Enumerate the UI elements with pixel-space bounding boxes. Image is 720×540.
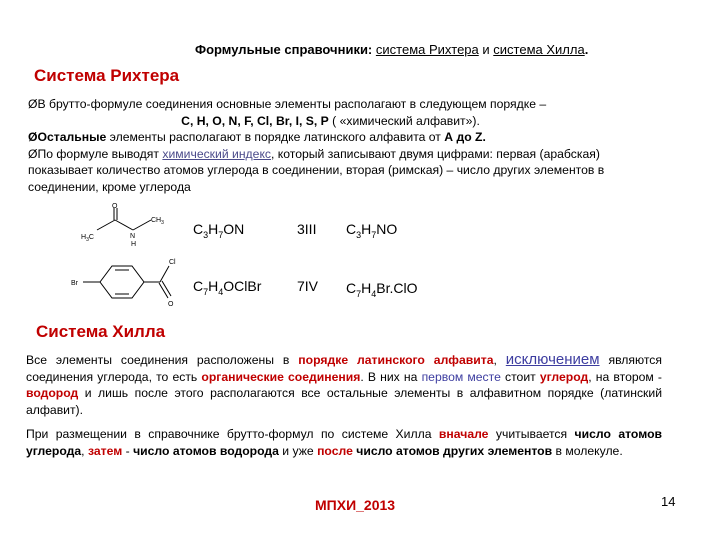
header-link-richter[interactable]: система Рихтера xyxy=(375,42,479,57)
atom-cl: Cl xyxy=(169,259,176,266)
row1-formula-sorted: $C_3H_7NO$ xyxy=(346,221,398,240)
richter-p2-bold: Остальные xyxy=(37,130,107,144)
atom-n: N xyxy=(130,233,136,240)
hill-p2-h: число атомов водорода xyxy=(133,443,279,458)
hill-p1-k: , на втором - xyxy=(588,369,662,384)
hill-p1-h: первом месте xyxy=(421,369,501,384)
header-link-hill[interactable]: система Хилла xyxy=(493,42,585,57)
richter-title: Система Рихтера xyxy=(34,66,180,85)
structure-bromobenzoyl xyxy=(65,252,185,312)
richter-text xyxy=(28,96,633,195)
richter-p3-text: ØПо формуле выводят xyxy=(28,146,163,161)
richter-para-2 xyxy=(28,129,633,146)
header-prefix: Формульные справочники: xyxy=(195,42,376,57)
hill-text xyxy=(26,352,662,459)
richter-order: C, H, O, N, F, Cl, Br, I, S, P xyxy=(181,113,329,128)
hill-p1-m: и лишь после этого располагаются все остальные элементы в алфавитном порядке (латинский алфавит). xyxy=(26,386,662,417)
hill-p1-c: , xyxy=(493,353,506,367)
hill-p2-m: в молекуле. xyxy=(552,443,623,458)
richter-p2-arrow: Ø xyxy=(28,130,38,144)
atom-h3c: $H_3C$ xyxy=(81,234,94,243)
slide-header xyxy=(195,42,588,57)
hill-p2-a: При размещении в справочнике брутто-формул по системе Хилла xyxy=(26,427,439,441)
richter-para-1 xyxy=(28,96,633,113)
hill-p2-e: , xyxy=(81,443,88,458)
footer-label: МПХИ_2013 xyxy=(315,497,396,513)
atom-ch3: $CH_3$ xyxy=(151,217,164,226)
richter-p2-text: элементы располагают в порядке латинского алфавита от xyxy=(106,130,445,144)
row1-index: 3III xyxy=(297,221,317,237)
richter-para-3 xyxy=(28,146,633,196)
hill-p1-f: органические соединения xyxy=(201,369,361,384)
header-suffix: . xyxy=(584,42,589,57)
row2-formula-sorted: $C_7H_4Br.ClO$ xyxy=(346,280,418,299)
richter-order-tail: ( «химический алфавит»). xyxy=(328,113,480,128)
richter-p1-text: ØВ брутто-формуле соединения основные элементы располагают в следующем порядке – xyxy=(28,97,547,111)
hill-p1-g: . В них на xyxy=(360,369,422,384)
row1-formula: $C_3H_7ON$ xyxy=(193,221,245,240)
hill-p2-l: число атомов других элементов xyxy=(356,443,553,458)
header-mid: и xyxy=(478,42,494,57)
chem-index-link[interactable]: химический индекс xyxy=(162,146,272,161)
row2-index: 7IV xyxy=(297,278,319,294)
hill-p2-c: учитывается xyxy=(488,427,575,441)
hill-exception-link[interactable]: исключением xyxy=(505,351,600,368)
atom-o2: O xyxy=(168,301,174,308)
hill-p1-j: углерод xyxy=(539,369,589,384)
hill-p2-f: затем xyxy=(87,443,123,458)
atom-br: Br xyxy=(71,280,78,287)
richter-p2-range: А до Z. xyxy=(444,130,486,144)
hill-p2-d: число атомов углерода xyxy=(26,427,663,458)
hill-p1-l: водород xyxy=(26,386,79,400)
hill-p2-b: вначале xyxy=(438,427,489,441)
hill-para-1 xyxy=(26,352,662,418)
hill-p2-i: и уже xyxy=(278,443,318,458)
page-number: 14 xyxy=(661,494,676,509)
hill-p1-e: являются соединения углерода, то есть xyxy=(26,353,662,384)
hill-p2-g: - xyxy=(122,443,134,458)
hill-title: Система Хилла xyxy=(36,322,166,341)
hill-p2-j: после xyxy=(317,443,353,458)
hill-p1-b: порядке латинского алфавита xyxy=(298,353,494,367)
hill-p1-a: Все элементы соединения расположены в xyxy=(26,353,299,367)
hill-para-2 xyxy=(26,426,662,459)
row2-formula: $C_7H_4OClBr$ xyxy=(193,278,262,297)
richter-p3-rest: , который записывают двумя цифрами: первая (арабская) показывает количество атомов углерода в соединении, вторая (римская) – число других элементов в соединении, кроме углерода xyxy=(28,146,605,194)
richter-order-line xyxy=(28,113,633,130)
hill-p1-i: стоит xyxy=(500,369,540,384)
structure-acetamide xyxy=(75,200,175,250)
atom-h: H xyxy=(131,241,137,248)
atom-o: O xyxy=(112,203,118,210)
